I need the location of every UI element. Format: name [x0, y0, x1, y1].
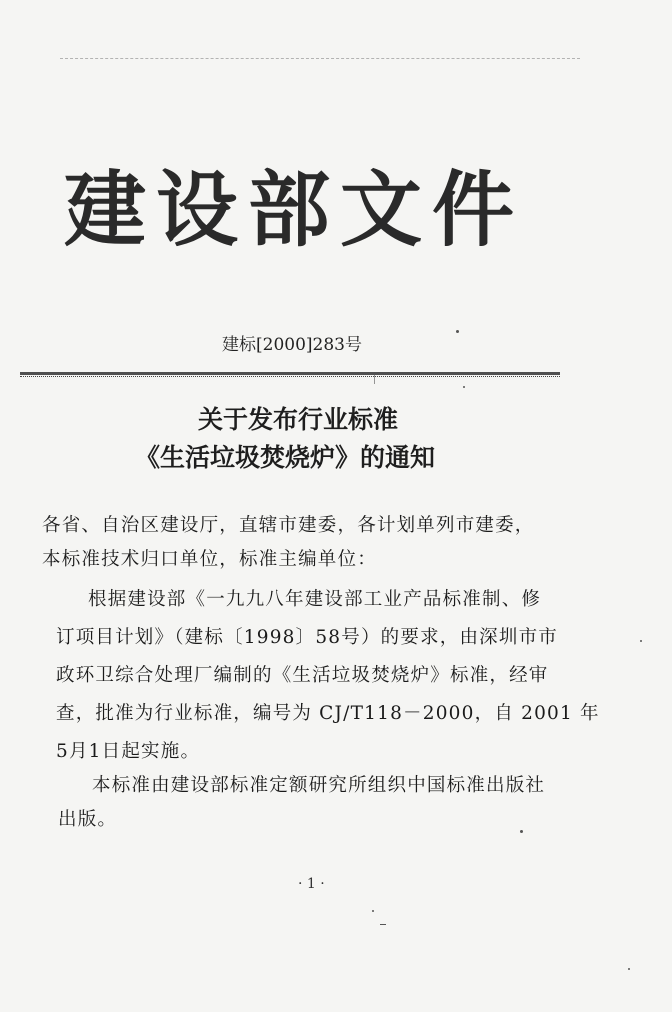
body-line-addressee-2: 本标准技术归口单位，标准主编单位：: [42, 549, 377, 570]
scan-speck: [380, 924, 386, 925]
body-line-paragraph-2: 订项目计划》（建标〔1998〕58号）的要求，由深圳市市: [56, 627, 558, 648]
header-divider: [20, 372, 560, 375]
scan-speck: [456, 330, 459, 333]
body-line-paragraph-1: 根据建设部《一九九八年建设部工业产品标准制、修: [88, 589, 542, 610]
body-line-paragraph-6: 本标准由建设部标准定额研究所组织中国标准出版社: [92, 775, 546, 796]
body-line-paragraph-4: 查，批准为行业标准，编号为 CJ/T118－2000，自 2001 年: [56, 703, 600, 724]
notice-title-line-1: 关于发布行业标准: [197, 405, 398, 434]
body-line-paragraph-3: 政环卫综合处理厂编制的《生活垃圾焚烧炉》标准，经审: [56, 665, 549, 686]
scan-speck: [640, 640, 642, 642]
scan-edge-line: [60, 58, 580, 60]
body-line-paragraph-7: 出版。: [58, 809, 118, 830]
notice-title-line-2: 《生活垃圾焚烧炉》的通知: [134, 443, 435, 472]
scan-speck: [520, 830, 523, 833]
header-divider-shadow: [20, 376, 560, 378]
document-number: 建标[2000]283号: [222, 335, 362, 355]
scan-speck: [372, 910, 374, 912]
body-line-paragraph-5: 5月1日起实施。: [56, 741, 201, 762]
body-line-addressee-1: 各省、自治区建设厅，直辖市建委，各计划单列市建委，: [42, 515, 535, 536]
scan-mark: [374, 374, 381, 384]
document-header-title: 建设部文件: [64, 162, 525, 258]
page-number: · 1 ·: [298, 876, 325, 892]
scan-speck: [463, 386, 465, 388]
scan-speck: [628, 968, 630, 970]
